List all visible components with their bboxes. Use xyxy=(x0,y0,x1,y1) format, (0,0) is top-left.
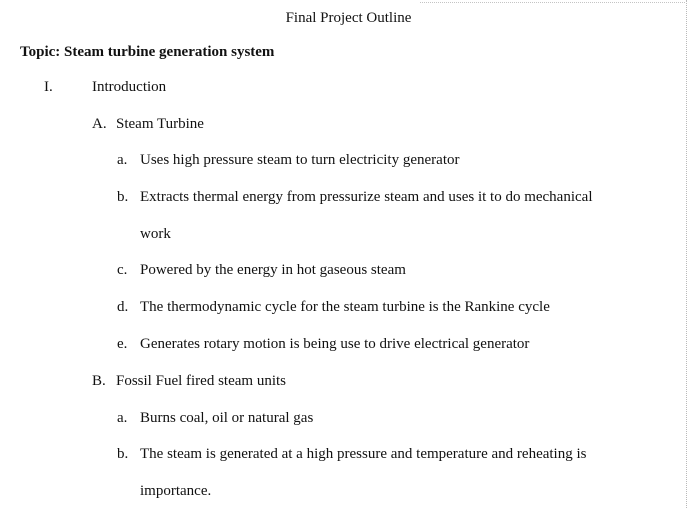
outline-marker: a. xyxy=(117,152,128,168)
document-title: Final Project Outline xyxy=(285,10,412,26)
outline-text: Generates rotary motion is being use to drive electrical generator xyxy=(140,336,530,352)
outline-text: importance. xyxy=(140,483,212,499)
outline-text: Fossil Fuel fired steam units xyxy=(116,373,286,389)
outline-text: Burns coal, oil or natural gas xyxy=(140,410,314,426)
outline-marker: I. xyxy=(44,79,53,95)
outline-marker: d. xyxy=(117,299,129,315)
outline-text: The steam is generated at a high pressure and temperature and reheating is xyxy=(140,446,587,462)
outline-text: Uses high pressure steam to turn electricity generator xyxy=(140,152,460,168)
outline-text: Extracts thermal energy from pressurize steam and uses it to do mechanical xyxy=(140,189,593,205)
outline-marker: A. xyxy=(92,116,107,132)
outline-text: Steam Turbine xyxy=(116,116,204,132)
outline-text: work xyxy=(140,226,171,242)
outline-marker: a. xyxy=(117,410,128,426)
outline-text: Introduction xyxy=(92,79,167,95)
page-edge-top xyxy=(420,2,685,3)
outline-marker: b. xyxy=(117,189,129,205)
outline-marker: b. xyxy=(117,446,129,462)
outline-marker: B. xyxy=(92,373,106,389)
outline-marker: c. xyxy=(117,262,128,278)
outline-text: The thermodynamic cycle for the steam turbine is the Rankine cycle xyxy=(140,299,550,315)
outline-marker: e. xyxy=(117,336,128,352)
topic-heading: Topic: Steam turbine generation system xyxy=(20,44,275,60)
outline-text: Powered by the energy in hot gaseous steam xyxy=(140,262,406,278)
